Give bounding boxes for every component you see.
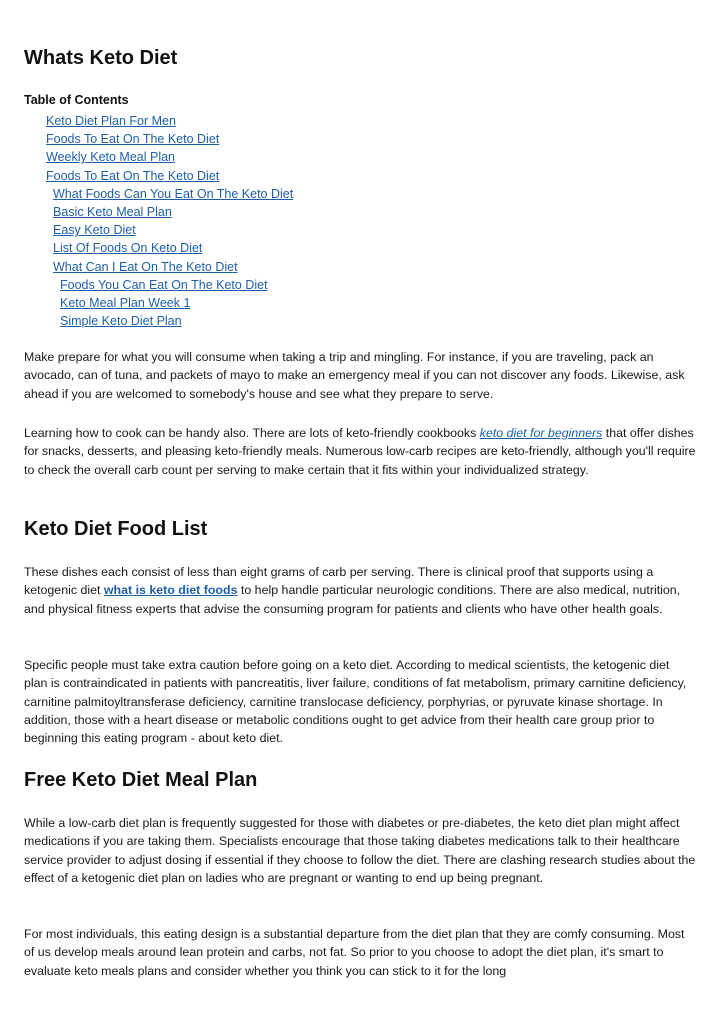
toc-item — [0, 275, 293, 293]
toc-item — [0, 147, 293, 165]
paragraph-departure: For most individuals, this eating design is a substantial departure from the diet plan that they are comfy consuming. Most of us develop meals around lean protein and carbs, not fat. So prior to you choose to adopt the diet plan, it's smart to evaluate keto meals plans and consider whether you think you can stick to it for the long — [24, 927, 685, 978]
toc-link[interactable]: Keto Meal Plan Week 1 — [60, 295, 191, 310]
toc-item — [0, 111, 293, 129]
toc-heading: Table of Contents — [24, 93, 129, 107]
toc-link[interactable]: Weekly Keto Meal Plan — [46, 150, 175, 165]
toc-item — [0, 220, 293, 238]
toc-item — [0, 166, 293, 184]
toc-link[interactable]: Foods To Eat On The Keto Diet — [46, 132, 220, 147]
what-is-keto-diet-foods-link[interactable]: what is keto diet foods — [103, 583, 238, 598]
paragraph-diabetes: While a low-carb diet plan is frequently suggested for those with diabetes or pre-diabetes, the keto diet plan might affect medications if you are taking them. Specialists encourage that those taking diabetes medications talk to their healthcare service provider to adjust dosing if essential if they choose to follow the diet. There are clashing research studies about the effect of a ketogenic diet plan on ladies who are pregnant or wanting to end up being pregnant. — [24, 816, 696, 885]
toc-item — [0, 202, 293, 220]
paragraph-travel: Make prepare for what you will consume when taking a trip and mingling. For instance, if you are traveling, pack an avocado, can of tuna, and packets of mayo to make an emergency meal if you can not discover any foods. Likewise, ask ahead if you are welcomed to somebody's house and see what they prepare to serve. — [24, 350, 685, 401]
toc-link[interactable]: Simple Keto Diet Plan — [60, 314, 182, 329]
section-heading-meal-plan: Free Keto Diet Meal Plan — [24, 769, 258, 791]
page-title: Whats Keto Diet — [24, 47, 178, 69]
toc-item — [0, 238, 293, 256]
paragraph-cookbooks: Learning how to cook can be handy also. There are lots of keto-friendly cookbooks keto diet for beginners that offer dishes for snacks, desserts, and pleasing keto-friendly meals. Numerous low-carb recipes are keto-friendly, although you'll require to check the overall carb count per serving to make certain that it fits within your individualized strategy. — [24, 426, 696, 477]
keto-diet-for-beginners-link[interactable]: keto diet for beginners — [479, 426, 603, 440]
toc-link[interactable]: What Foods Can You Eat On The Keto Diet — [53, 186, 294, 201]
toc-link[interactable]: List Of Foods On Keto Diet — [53, 241, 203, 256]
toc-link[interactable]: Foods You Can Eat On The Keto Diet — [60, 277, 268, 292]
paragraph-caution: Specific people must take extra caution before going on a keto diet. According to medical scientists, the ketogenic diet plan is contraindicated in patients with pancreatitis, liver failure, conditions of fat metabolism, primary carnitine deficiency, carnitine palmitoyltransferase deficiency, carnitine translocase deficiency, porphyrias, or pyruvate kinase shortage. In addition, those with a heart disease or metabolic conditions ought to get advice from their health care group prior to beginning this eating program - about keto diet. — [24, 658, 687, 746]
toc-link[interactable]: Easy Keto Diet — [53, 223, 136, 238]
toc-item — [0, 293, 293, 311]
section-heading-food-list: Keto Diet Food List — [24, 518, 208, 540]
toc-link[interactable]: What Can I Eat On The Keto Diet — [53, 259, 238, 274]
toc-item — [0, 257, 293, 275]
toc-link[interactable]: Foods To Eat On The Keto Diet — [46, 168, 220, 183]
toc-item — [0, 311, 293, 329]
toc-link[interactable]: Keto Diet Plan For Men — [46, 114, 176, 128]
toc-link[interactable]: Basic Keto Meal Plan — [53, 204, 172, 219]
table-of-contents — [0, 111, 293, 329]
toc-item — [0, 129, 293, 147]
toc-item — [0, 184, 293, 202]
paragraph-dishes: These dishes each consist of less than eight grams of carb per serving. There is clinical proof that supports using a ketogenic diet what is keto diet foods to help handle particular neurologic conditions. There are also medical, nutrition, and physical fitness experts that advise the consuming program for patients and clients who have other health goals. — [24, 565, 681, 616]
